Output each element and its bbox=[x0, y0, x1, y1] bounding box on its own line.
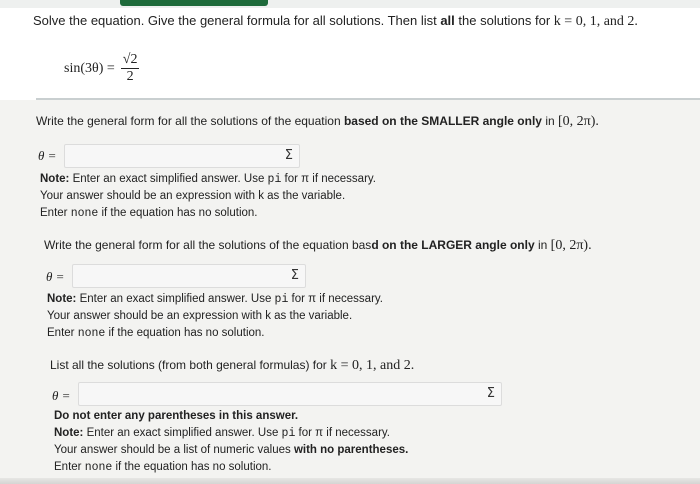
equation bbox=[64, 52, 139, 85]
part3-note: Do not enter any parentheses in this answer. Note: Enter an exact simplified answer. Use pi for π if necessary. Your answer should be a list of numeric values with no parentheses. Enter none if the equation has no solution. bbox=[54, 410, 409, 474]
sigma-icon[interactable]: Σ bbox=[284, 148, 293, 163]
sigma-icon[interactable]: Σ bbox=[290, 268, 299, 283]
sigma-icon[interactable]: Σ bbox=[486, 386, 495, 401]
part1-instruction: Write the general form for all the solutions of the equation based on the SMALLER angle only in [0, 2π). bbox=[36, 114, 599, 129]
header-tab bbox=[120, 0, 268, 6]
part2-answer-input[interactable] bbox=[72, 264, 306, 288]
part2-theta-label: θ = bbox=[46, 269, 65, 284]
equation-fraction bbox=[121, 52, 140, 85]
part1-note: Note: Enter an exact simplified answer. Use pi for π if necessary. Your answer should be an expression with k as the variable. Enter none if the equation has no solution. bbox=[40, 173, 376, 220]
part3-answer-input[interactable] bbox=[78, 382, 502, 406]
top-bar bbox=[0, 0, 700, 8]
part2-instruction: Write the general form for all the solutions of the equation basd on the LARGER angle only in [0, 2π). bbox=[44, 238, 592, 253]
part2-note: Note: Enter an exact simplified answer. Use pi for π if necessary. Your answer should be an expression with k as the variable. Enter none if the equation has no solution. bbox=[47, 293, 383, 340]
part1-answer-input[interactable] bbox=[64, 144, 300, 168]
fraction-denominator: 2 bbox=[126, 69, 134, 84]
equation-lhs: sin(3θ) = bbox=[64, 60, 115, 76]
fraction-numerator: √2 bbox=[122, 52, 138, 67]
bottom-edge bbox=[0, 478, 700, 484]
question-prompt: Solve the equation. Give the general formula for all solutions. Then list all the solutions for k = 0, 1, and 2. bbox=[33, 13, 638, 29]
k-values-math: k = 0, 1, and 2. bbox=[553, 14, 638, 29]
part3-instruction: List all the solutions (from both general formulas) for k = 0, 1, and 2. bbox=[50, 358, 415, 373]
part3-theta-label: θ = bbox=[52, 388, 71, 403]
part1-theta-label: θ = bbox=[38, 148, 57, 163]
